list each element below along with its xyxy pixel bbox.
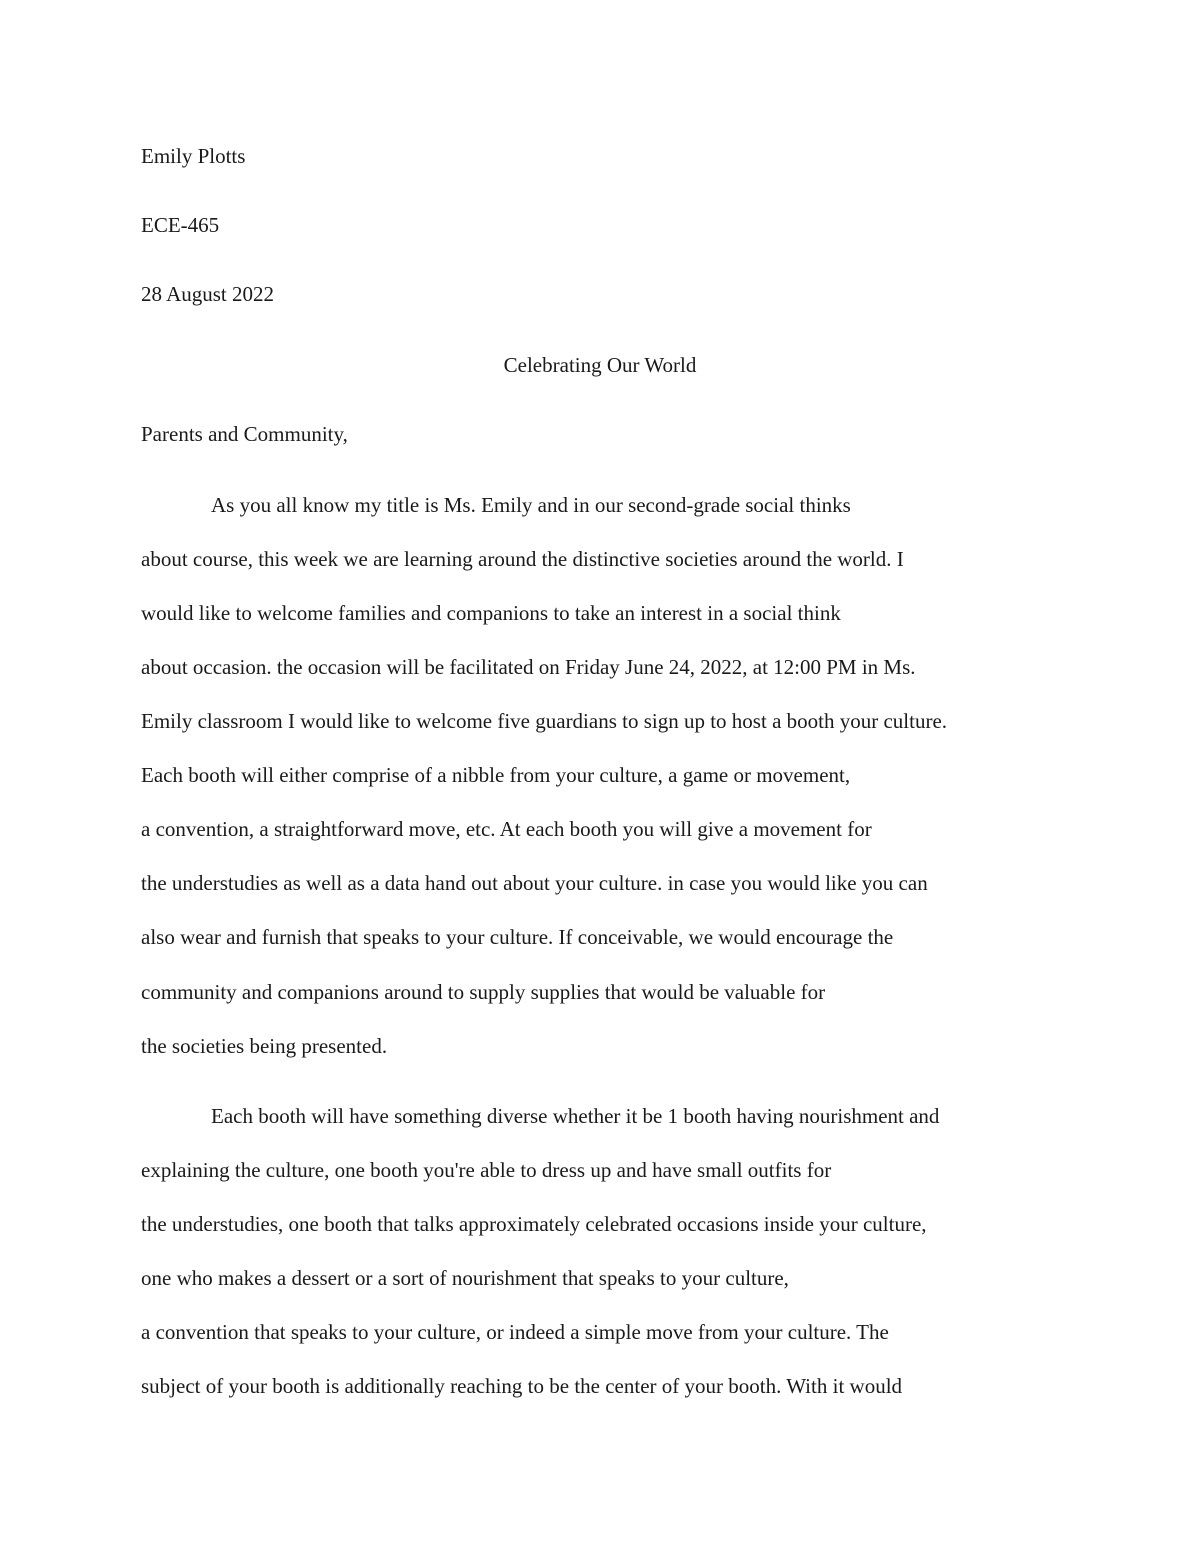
paragraph-line: Each booth will either comprise of a nibble from your culture, a game or movement, (141, 763, 851, 787)
paragraph-line: about occasion. the occasion will be facilitated on Friday June 24, 2022, at 12:00 PM in Ms. (141, 655, 916, 679)
paragraph-line: a convention that speaks to your culture, or indeed a simple move from your culture. The (141, 1320, 889, 1344)
paragraph-line: the understudies as well as a data hand out about your culture. in case you would like you can (141, 871, 928, 895)
paragraph-line: subject of your booth is additionally reaching to be the center of your booth. With it would (141, 1374, 903, 1398)
paragraph-line: community and companions around to supply supplies that would be valuable for (141, 980, 826, 1004)
document-date: 28 August 2022 (141, 282, 275, 306)
salutation: Parents and Community, (141, 422, 348, 446)
document-title: Celebrating Our World (503, 353, 697, 377)
paragraph-line: about course, this week we are learning around the distinctive societies around the world. I (141, 547, 904, 571)
paragraph-line: a convention, a straightforward move, etc. At each booth you will give a movement for (141, 817, 872, 841)
course-code: ECE-465 (141, 213, 220, 237)
paragraph-line: the understudies, one booth that talks approximately celebrated occasions inside your culture, (141, 1212, 927, 1236)
paragraph-line: would like to welcome families and companions to take an interest in a social think (141, 601, 841, 625)
paragraph-line: also wear and furnish that speaks to your culture. If conceivable, we would encourage the (141, 925, 894, 949)
paragraph-line: the societies being presented. (141, 1034, 388, 1058)
paragraph-line: Each booth will have something diverse whether it be 1 booth having nourishment and (211, 1104, 940, 1128)
paragraph-line: As you all know my title is Ms. Emily and in our second-grade social thinks (211, 493, 851, 517)
paragraph-line: Emily classroom I would like to welcome five guardians to sign up to host a booth your culture. (141, 709, 948, 733)
paragraph-line: explaining the culture, one booth you're able to dress up and have small outfits for (141, 1158, 832, 1182)
author-name: Emily Plotts (141, 144, 246, 168)
paragraph-line: one who makes a dessert or a sort of nourishment that speaks to your culture, (141, 1266, 789, 1290)
